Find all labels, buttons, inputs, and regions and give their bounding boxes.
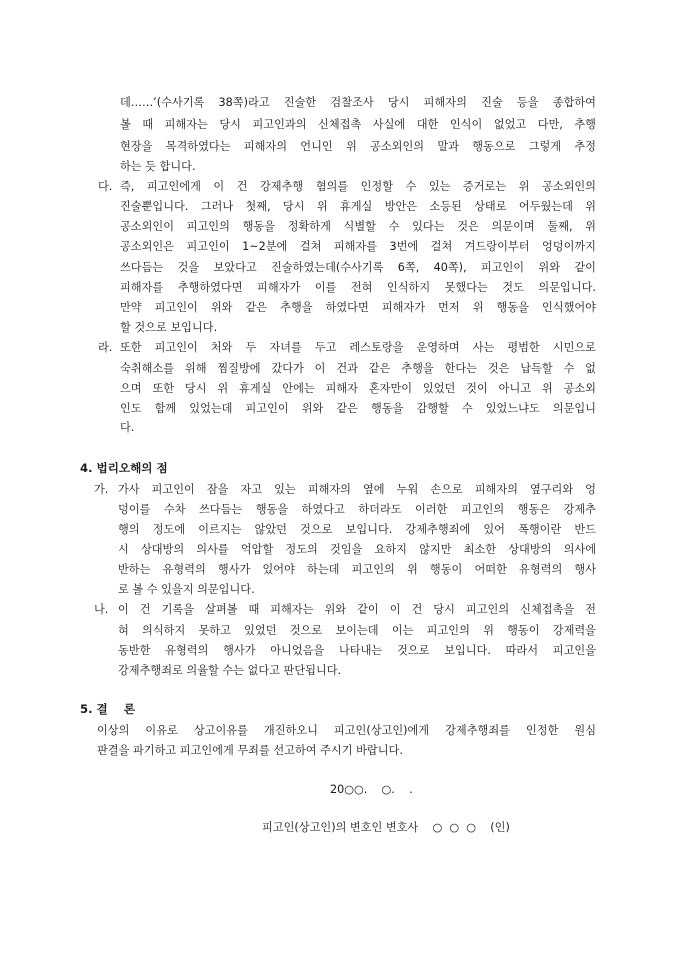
item-ga-line-2: 덩이를 수차 쓰다듬는 행동을 하였다고 하더라도 이러한 피고인의 행동은 강제추 xyxy=(118,503,596,516)
item-na-line-3: 동반한 유형력의 행사가 아니었음을 나타내는 것으로 보입니다. 따라서 피고인을 xyxy=(118,644,596,657)
item-ga-line-6: 로 볼 수 있을지 의문입니다. xyxy=(118,583,255,596)
item-ra-line-5: 다. xyxy=(120,421,135,434)
date-line: 20○○. ○. . xyxy=(330,783,413,796)
item-ra-line-1: 또한 피고인이 처와 두 자녀를 두고 레스토랑을 운영하며 사는 평범한 시민으로 xyxy=(120,341,596,354)
item-ra-line-3: 으며 또한 당시 위 휴게실 안에는 피해자 혼자만이 있었던 것이 아니고 위 공소외 xyxy=(120,382,596,395)
item-ra-marker: 라. xyxy=(98,341,113,354)
item-da-line-6: 피해자를 추행하였다면 피해자가 이를 전혀 인식하지 못했다는 것도 의문입니다. xyxy=(120,281,596,294)
item-da-marker: 다. xyxy=(98,180,113,193)
item-da-line-4: 공소외인은 피고인이 1~2분에 걸쳐 피해자를 3번에 걸쳐 겨드랑이부터 엉덩이까지 xyxy=(120,240,596,253)
item-ga-line-5: 반하는 유형력의 행사가 있어야 하는데 피고인의 위 행동이 어떠한 유형력의 행사 xyxy=(118,563,596,576)
signature-line: 피고인(상고인)의 변호인 변호사 ○ ○ ○ (인) xyxy=(262,821,510,834)
item-ga-line-1: 가사 피고인이 잠을 자고 있는 피해자의 옆에 누워 손으로 피해자의 옆구리와 엉 xyxy=(118,483,596,496)
section-5-heading: 5. 결 론 xyxy=(80,702,136,716)
item-ga-line-4: 시 상대방의 의사를 억압할 정도의 것임을 요하지 않지만 최소한 상대방의 의사에 xyxy=(118,543,596,556)
item-ra-line-2: 숙취해소를 위해 찜질방에 갔다가 이 건과 같은 추행을 한다는 것은 납득할 수 없 xyxy=(120,362,596,375)
intro-line-1: 데……’(수사기록 38쪽)라고 진술한 검찰조사 당시 피해자의 진술 등을 종합하여 xyxy=(120,96,596,109)
item-da-line-7: 만약 피고인이 위와 같은 추행을 하였다면 피해자가 먼저 위 행동을 인식했어야 xyxy=(120,301,596,314)
intro-line-2: 볼 때 피해자는 당시 피고인과의 신체접촉 사실에 대한 인식이 없었고 다만, 추행 xyxy=(120,118,596,131)
item-ga-line-3: 행의 정도에 이르지는 않았던 것으로 보입니다. 강제추행죄에 있어 폭행이란 반드 xyxy=(118,523,596,536)
item-da-line-2: 진술뿐입니다. 그러나 첫째, 당시 위 휴게실 방안은 소등된 상태로 어두웠는데 위 xyxy=(120,200,596,213)
conclusion-line-2: 판결을 파기하고 피고인에게 무죄를 선고하여 주시기 바랍니다. xyxy=(97,744,403,757)
section-4-heading: 4. 법리오해의 점 xyxy=(80,461,168,475)
item-da-line-1: 즉, 피고인에게 이 건 강제추행 혐의를 인정할 수 있는 증거로는 위 공소외인의 xyxy=(120,180,596,193)
item-da-line-8: 할 것으로 보입니다. xyxy=(120,321,218,334)
item-ra-line-4: 인도 함께 있었는데 피고인이 위와 같은 행동을 감행할 수 있었느냐도 의문입니 xyxy=(120,402,596,415)
item-na-line-2: 혀 의식하지 못하고 있었던 것으로 보이는데 이는 피고인의 위 행동이 강제력을 xyxy=(118,624,596,637)
conclusion-line-1: 이상의 이유로 상고이유를 개진하오니 피고인(상고인)에게 강제추행죄를 인정한 원심 xyxy=(97,724,596,737)
item-da-line-5: 쓰다듬는 것을 보았다고 진술하였는데(수사기록 6쪽, 40쪽), 피고인이 위와 같이 xyxy=(120,261,596,274)
intro-line-4: 하는 듯 합니다. xyxy=(120,160,196,173)
item-na-marker: 나. xyxy=(94,603,109,616)
item-na-line-4: 강제추행죄로 의율할 수는 없다고 판단됩니다. xyxy=(118,664,342,677)
intro-line-3: 현장을 목격하였다는 피해자의 언니인 위 공소외인의 말과 행동으로 그렇게 추정 xyxy=(120,140,596,153)
item-na-line-1: 이 건 기록을 살펴볼 때 피해자는 위와 같이 이 건 당시 피고인의 신체접촉을 전 xyxy=(118,603,596,616)
item-ga-marker: 가. xyxy=(94,483,109,496)
item-da-line-3: 공소외인이 피고인의 행동을 정확하게 식별할 수 있다는 것은 의문이며 둘째, 위 xyxy=(120,220,596,233)
